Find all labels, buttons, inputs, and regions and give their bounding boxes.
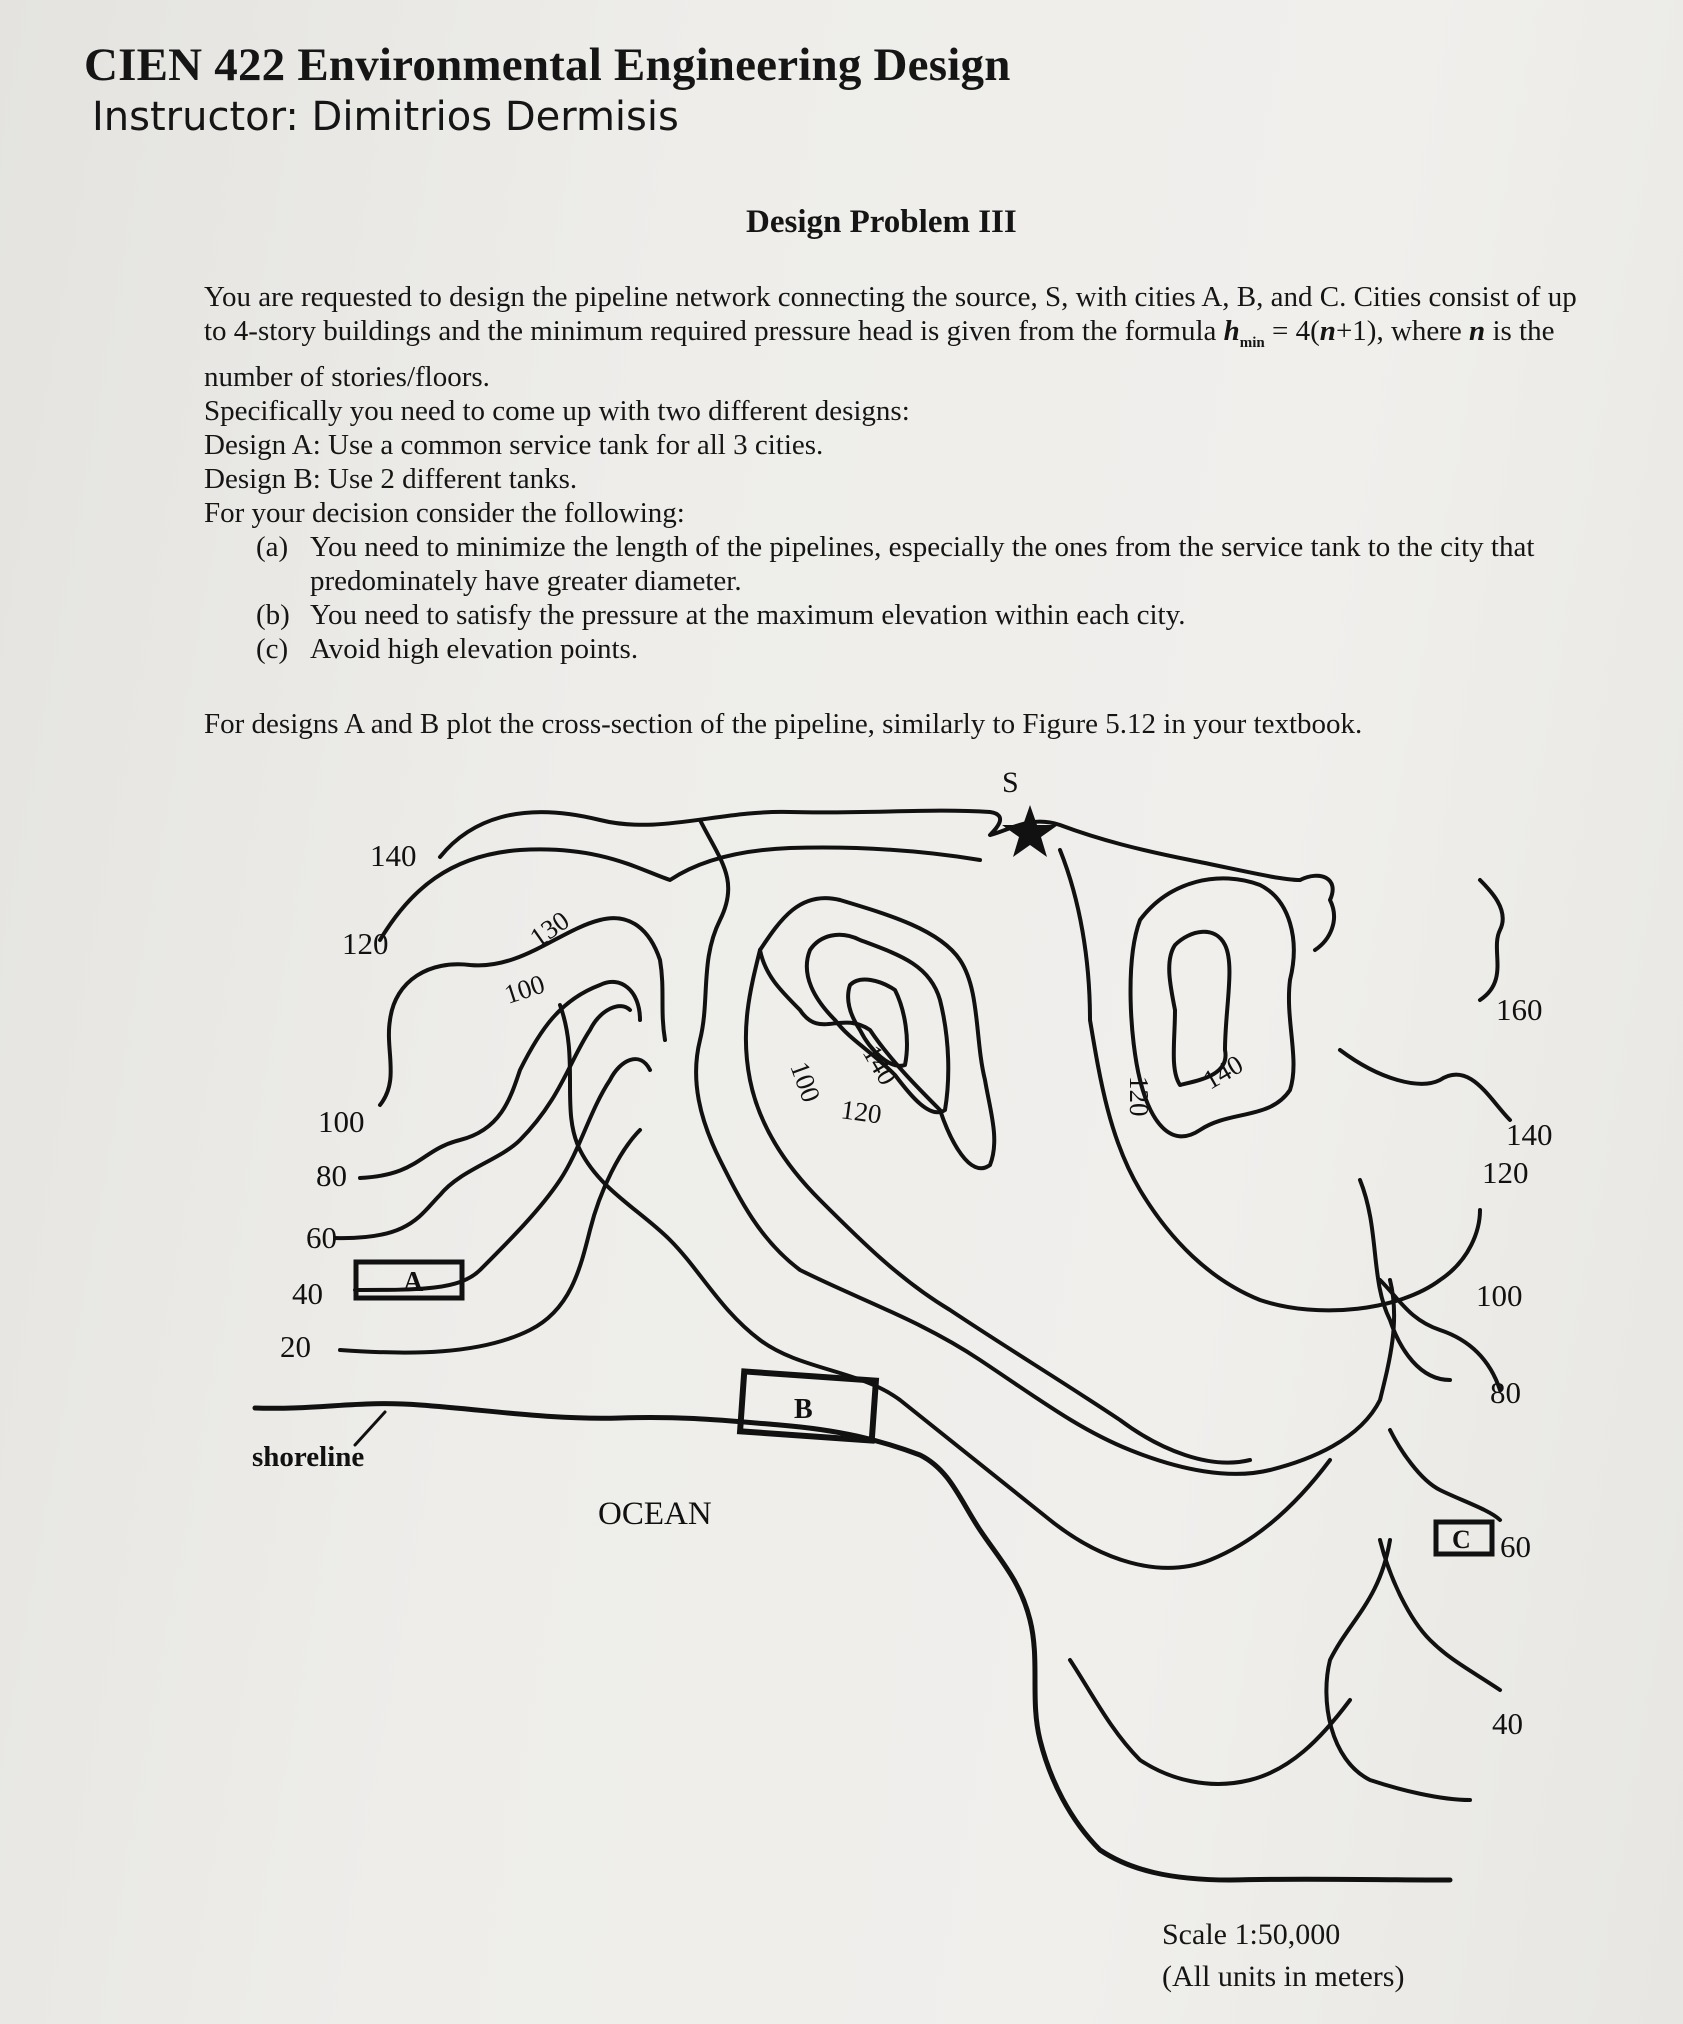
left-contour-label: 40 <box>292 1276 323 1311</box>
left-contour-label: 60 <box>306 1220 337 1255</box>
ocean-label: OCEAN <box>598 1496 712 1532</box>
contour-line <box>1326 1540 1470 1800</box>
inner-contour-label: 100 <box>784 1057 827 1107</box>
right-contour-label: 80 <box>1490 1375 1521 1410</box>
inner-contour-label: 140 <box>1198 1048 1249 1096</box>
right-contour-label: 140 <box>1506 1117 1553 1152</box>
contour-line <box>1380 1540 1500 1690</box>
contour-line <box>1360 1180 1450 1380</box>
criterion-b: (b) You need to satisfy the pressure at the maximum elevation within each city. <box>256 598 1186 631</box>
city-b-label: B <box>794 1394 813 1425</box>
inner-contour-label: 140 <box>856 1040 904 1091</box>
scale-label: Scale 1:50,000 <box>1162 1918 1341 1951</box>
right-contour-label: 40 <box>1492 1706 1523 1741</box>
contour-line <box>380 918 665 1105</box>
left-contour-label: 120 <box>342 926 389 961</box>
right-contour-label: 60 <box>1500 1529 1531 1564</box>
source-star-icon <box>1002 805 1058 857</box>
shoreline-path <box>255 1404 1450 1880</box>
intro-paragraph: You are requested to design the pipeline network connecting the source, S, with cities A, B, and C. Cities consist of up to 4-story buildings and the minimum required pressure head is given from the formula $h_{min} = 4(n+1)$, where n is the number of stories/floors. <box>204 281 1577 393</box>
inner-contour-label: 120 <box>1124 1076 1154 1117</box>
criterion-c: (c) Avoid high elevation points. <box>256 632 639 665</box>
instructor-line: Instructor: Dimitrios Dermisis <box>92 94 679 140</box>
city-c-label: C <box>1452 1525 1471 1554</box>
scale-note <box>1162 1914 1404 1998</box>
topographic-map <box>0 740 1683 1920</box>
left-contour-label: 140 <box>370 838 417 873</box>
contour-line <box>1070 1660 1350 1784</box>
course-title: CIEN 422 Environmental Engineering Design <box>84 39 1011 91</box>
contour-line <box>1480 880 1503 1000</box>
source-label: S <box>1002 766 1019 799</box>
contour-line <box>1390 1430 1500 1520</box>
consider-line: For your decision consider the following: <box>204 496 685 529</box>
right-contour-label: 120 <box>1482 1155 1529 1190</box>
design-b-line: Design B: Use 2 different tanks. <box>204 462 578 495</box>
contour-line <box>1340 1050 1510 1120</box>
inner-contour-label: 130 <box>524 905 575 953</box>
contour-line <box>380 848 980 941</box>
shoreline-label: shoreline <box>252 1441 365 1473</box>
right-contour-label: 100 <box>1476 1278 1523 1313</box>
contour-line <box>1060 850 1480 1310</box>
criterion-a: (a) You need to minimize the length of the pipelines, especially the ones from the service tank to the city that predominately have greater diameter. <box>256 530 1535 597</box>
closing-instruction: For designs A and B plot the cross-section of the pipeline, similarly to Figure 5.12 in your textbook. <box>204 708 1363 740</box>
specifically-line: Specifically you need to come up with two different designs: <box>204 394 910 427</box>
contour-line <box>1131 878 1294 1136</box>
contour-line <box>440 811 1300 880</box>
problem-title: Design Problem III <box>746 204 1017 240</box>
design-a-line: Design A: Use a common service tank for all 3 cities. <box>204 428 824 461</box>
contour-line <box>335 1006 630 1238</box>
right-contour-label: 160 <box>1496 992 1543 1027</box>
left-contour-label: 80 <box>316 1158 347 1193</box>
left-contour-label: 100 <box>318 1104 365 1139</box>
problem-statement <box>204 280 1579 666</box>
left-contour-label: 20 <box>280 1329 311 1364</box>
inner-contour-label: 120 <box>839 1094 884 1130</box>
city-a-label: A <box>403 1267 424 1298</box>
contour-line <box>1300 876 1334 950</box>
units-label: (All units in meters) <box>1162 1960 1405 1993</box>
contour-line <box>360 982 640 1178</box>
inner-contour-label: 100 <box>500 968 549 1010</box>
contour-line <box>355 1059 650 1290</box>
contour-line <box>340 1130 640 1353</box>
